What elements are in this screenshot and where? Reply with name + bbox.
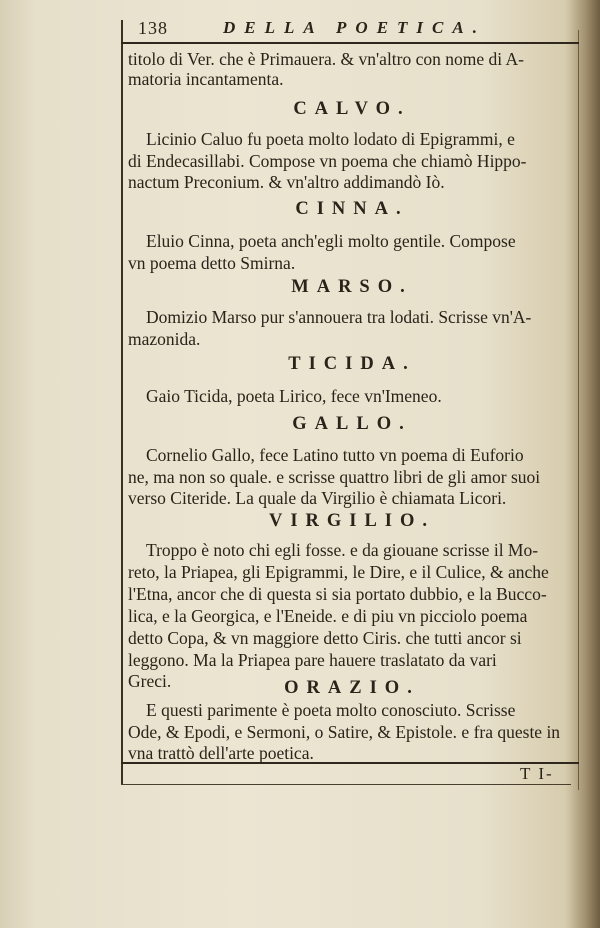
- text-line: E questi parimente è poeta molto conosciuto. Scrisse: [146, 700, 516, 720]
- section-heading-gallo: GALLO.: [292, 414, 412, 434]
- section-heading-orazio: ORAZIO.: [284, 678, 420, 698]
- text-line: di Endecasillabi. Compose vn poema che chiamò Hippo-: [128, 151, 527, 171]
- text-line: l'Etna, ancor che di questa si sia portato dubbio, e la Bucco-: [128, 584, 547, 604]
- header-rule: [121, 42, 579, 44]
- text-line: Licinio Caluo fu poeta molto lodato di Epigrammi, e: [146, 129, 515, 149]
- text-line: Domizio Marso pur s'annouera tra lodati. Scrisse vn'A-: [146, 307, 532, 327]
- section-heading-cinna: CINNA.: [295, 199, 409, 219]
- text-line: mazonida.: [128, 329, 201, 349]
- text-line: verso Citeride. La quale da Virgilio è chiamata Licori.: [128, 488, 507, 508]
- section-heading-calvo: CALVO.: [293, 99, 411, 119]
- text-line: ne, ma non so quale. e scrisse quattro libri de gli amor suoi: [128, 467, 541, 487]
- catchword: T I-: [520, 764, 554, 783]
- text-line: detto Copa, & vn maggiore detto Ciris. che tutti ancor si: [128, 628, 522, 648]
- text-line: titolo di Ver. che è Primauera. & vn'altro con nome di A-: [128, 49, 525, 69]
- text-line: leggono. Ma la Priapea pare hauere traslatato da vari: [128, 650, 497, 670]
- running-header: [128, 18, 576, 40]
- text-line: matoria incantamenta.: [128, 69, 284, 89]
- text-line: vn poema detto Smirna.: [128, 253, 296, 273]
- text-line: Greci.: [128, 671, 172, 691]
- spine-shadow: [565, 0, 600, 928]
- text-line: Gaio Ticida, poeta Lirico, fece vn'Imeneo.: [146, 386, 442, 406]
- text-line: Cornelio Gallo, fece Latino tutto vn poema di Euforio: [146, 445, 524, 465]
- section-heading-virgilio: VIRGILIO.: [268, 511, 436, 531]
- right-border-rule: [578, 30, 579, 790]
- text-line: reto, la Priapea, gli Epigrammi, le Dire, e il Culice, & anche: [128, 562, 549, 582]
- section-heading-ticida: TICIDA.: [288, 354, 416, 374]
- text-line: vna trattò dell'arte poetica.: [128, 743, 314, 763]
- page-bottom-rule: [121, 784, 571, 785]
- running-title: DELLA POETICA.: [223, 18, 486, 37]
- page-number: 138: [138, 18, 168, 38]
- text-line: Eluio Cinna, poeta anch'egli molto gentile. Compose: [146, 231, 516, 251]
- text-line: nactum Preconium. & vn'altro addimandò Iò.: [128, 172, 445, 192]
- text-line: lica, e la Georgica, e l'Eneide. e di piu vn picciolo poema: [128, 606, 528, 626]
- left-border-rule: [121, 20, 123, 785]
- text-line: Ode, & Epodi, e Sermoni, o Satire, & Epistole. e fra queste in: [128, 722, 561, 742]
- section-heading-marso: MARSO.: [291, 277, 413, 297]
- text-line: Troppo è noto chi egli fosse. e da giouane scrisse il Mo-: [146, 540, 539, 560]
